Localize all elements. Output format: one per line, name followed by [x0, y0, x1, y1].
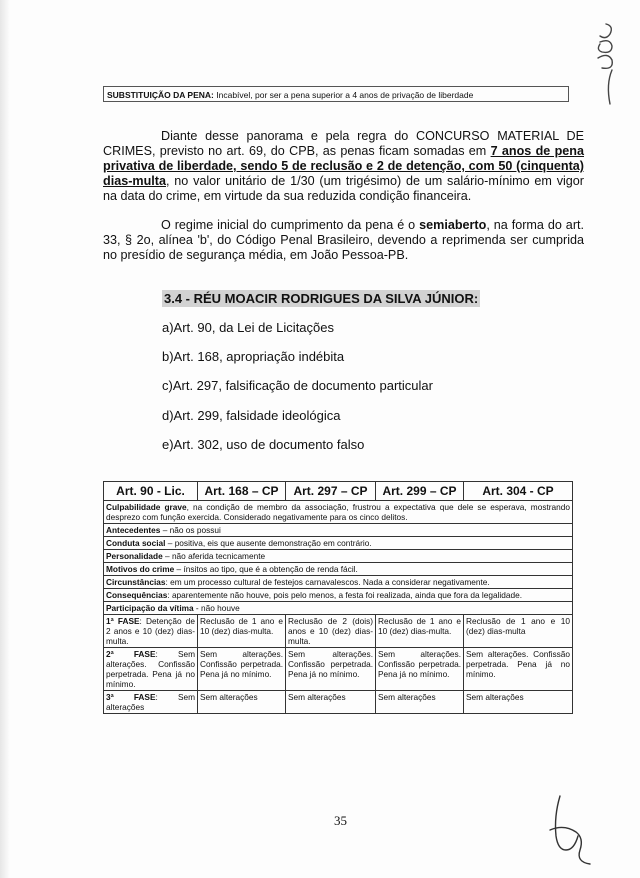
fase-cell-text: : Sem alterações. Confissão perpetrada. Pena já no mínimo. — [106, 649, 195, 689]
fase-cell-text: : Sem alterações — [106, 692, 195, 712]
table-row — [104, 576, 573, 589]
page-shadow — [0, 0, 10, 878]
paragraph2-text-b: , na forma do art. 33, § 2o, alínea 'b', do Código Penal Brasileiro, devendo a reprimenda ser cumprida no presídio de segurança média, em João Pessoa-PB. — [103, 218, 585, 262]
paragraph-regime — [103, 218, 584, 263]
table-cell: Sem alterações — [198, 691, 286, 714]
table-cell: Sem alterações. Confissão perpetrada. Pena já no mínimo. — [464, 648, 573, 691]
circumstance-text: : em um processo cultural de festejos carnavalescos. Nada a considerar negativamente. — [165, 577, 490, 587]
circumstance-text: : aparentemente não houve, pois pelo menos, a festa foi realizada, ainda que fora da legalidade. — [167, 590, 523, 600]
page-number: 35 — [334, 813, 347, 828]
table-cell: Sem alterações. Confissão perpetrada. Pena já no mínimo. — [286, 648, 376, 691]
paragraph1-text-a: Diante desse panorama e pela regra do CONCURSO MATERIAL DE CRIMES, previsto no art. 69, do CPB, as penas ficam somadas em — [103, 129, 584, 158]
table-cell: Sem alterações. Confissão perpetrada. Pena já no mínimo. — [198, 648, 286, 691]
section-title: 3.4 - RÉU MOACIR RODRIGUES DA SILVA JÚNIOR: — [164, 291, 479, 306]
paragraph2-bold: semiaberto — [419, 218, 487, 232]
table-row — [104, 550, 573, 563]
crime-item: e)Art. 302, uso de documento falso — [162, 437, 365, 452]
circumstance-label: Motivos do crime — [106, 564, 175, 574]
signature-initials — [540, 790, 600, 870]
substitution-label: SUBSTITUIÇÃO DA PENA: — [107, 90, 214, 100]
table-row-fase3 — [104, 691, 573, 714]
table-cell: Sem alterações — [464, 691, 573, 714]
substitution-text: Incabível, por ser a pena superior a 4 anos de privação de liberdade — [213, 90, 474, 100]
dosimetry-table — [103, 481, 573, 714]
table-row — [104, 537, 573, 550]
table-header-cell: Art. 90 - Lic. — [104, 482, 198, 501]
table-row — [104, 589, 573, 602]
paragraph-concurso-material — [103, 129, 584, 204]
table-row — [104, 602, 573, 615]
circumstance-label: Antecedentes — [106, 525, 161, 535]
table-header-row — [104, 482, 573, 501]
table-cell: Reclusão de 1 ano e 10 (dez) dias-multa — [464, 615, 573, 648]
paragraph1-underlined: 7 anos de pena privativa de liberdade, sendo 5 de reclusão e 2 de detenção, com 50 (cinquenta) dias-multa — [103, 144, 584, 188]
table-header-cell: Art. 297 – CP — [286, 482, 376, 501]
paragraph1-text-b: , no valor unitário de 1/30 (um trigésimo) de um salário-mínimo em vigor na data do crime, em virtude da sua reduzida condição financeira. — [103, 174, 584, 203]
handwritten-page-number — [584, 18, 622, 108]
fase-label: 3ª FASE — [106, 692, 156, 702]
crime-item: b)Art. 168, apropriação indébita — [162, 349, 345, 364]
circumstance-text: – não os possui — [160, 525, 221, 535]
table-cell — [104, 615, 198, 648]
table-header-cell: Art. 304 - CP — [464, 482, 573, 501]
table-header-cell: Art. 299 – CP — [376, 482, 464, 501]
table-cell — [104, 648, 198, 691]
table-cell: Reclusão de 1 ano e 10 (dez) dias-multa. — [198, 615, 286, 648]
fase-cell-text: : Detenção de 2 anos e 10 (dez) dias-multa. — [106, 616, 195, 646]
circumstance-text: – não aferida tecnicamente — [162, 551, 266, 561]
fase-label: 1ª FASE — [106, 616, 140, 626]
circumstance-label: Conduta social — [106, 538, 166, 548]
circumstance-text: – ínsitos ao tipo, que é a obtenção de renda fácil. — [174, 564, 358, 574]
crime-item: c)Art. 297, falsificação de documento particular — [162, 378, 433, 393]
table-header-cell: Art. 168 – CP — [198, 482, 286, 501]
substitution-box — [103, 86, 569, 102]
paragraph2-text-a: O regime inicial do cumprimento da pena é o — [161, 218, 420, 232]
table-cell: Reclusão de 2 (dois) anos e 10 (dez) dias-multa. — [286, 615, 376, 648]
circumstance-label: Consequências — [106, 590, 168, 600]
circumstance-text: – positiva, eis que ausente demonstração em contrário. — [165, 538, 372, 548]
table-row — [104, 563, 573, 576]
table-cell — [104, 691, 198, 714]
table-row-fase2 — [104, 648, 573, 691]
circumstance-label: Culpabilidade grave — [106, 502, 187, 512]
fase-label: 2ª FASE — [106, 649, 156, 659]
circumstance-text: , na condição de membro da associação, frustrou a expectativa que dele se esperava, mostrando desprezo com função exercida. Considerado negativamente para os cinco delitos. — [106, 502, 571, 522]
table-cell: Sem alterações — [376, 691, 464, 714]
crime-item: a)Art. 90, da Lei de Licitações — [162, 320, 334, 335]
table-row-fase1 — [104, 615, 573, 648]
circumstance-label: Circunstâncias — [106, 577, 166, 587]
table-cell: Reclusão de 1 ano e 10 (dez) dias-multa. — [376, 615, 464, 648]
circumstance-label: Personalidade — [106, 551, 163, 561]
table-row — [104, 501, 573, 524]
crime-item: d)Art. 299, falsidade ideológica — [162, 408, 341, 423]
table-row — [104, 524, 573, 537]
table-cell: Sem alterações. Confissão perpetrada. Pena já no mínimo. — [376, 648, 464, 691]
table-cell: Sem alterações — [286, 691, 376, 714]
circumstance-text: - não houve — [193, 603, 240, 613]
circumstance-label: Participação da vítima — [106, 603, 194, 613]
